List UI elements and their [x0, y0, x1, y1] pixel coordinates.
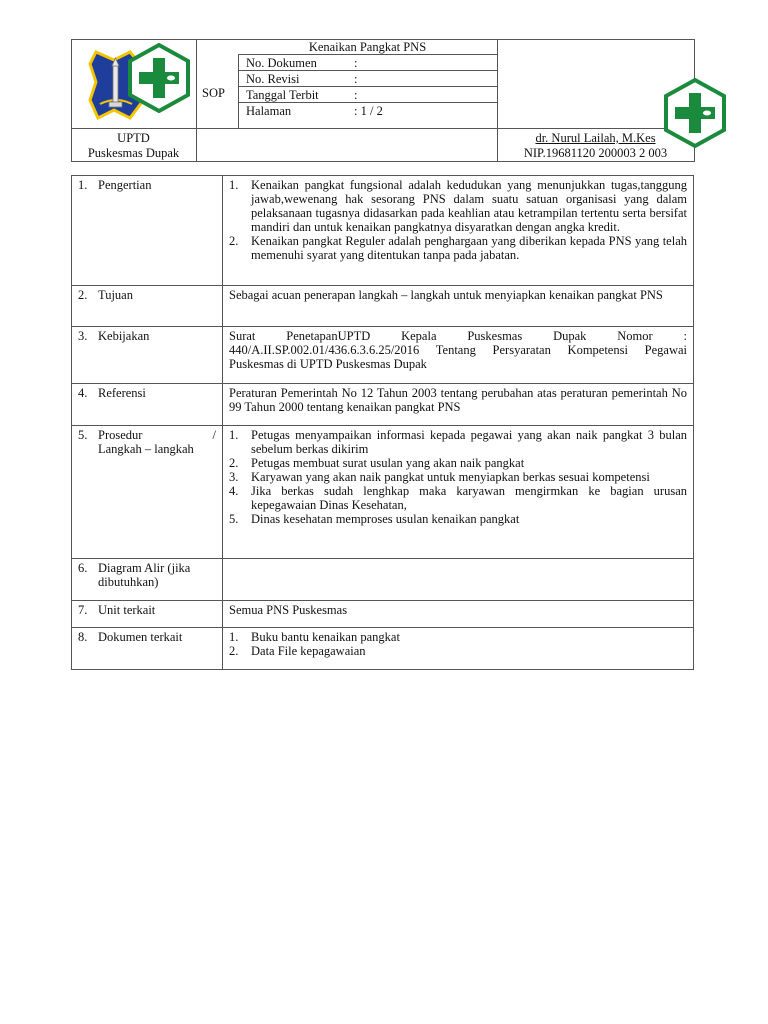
field-no-revisi-label: No. Revisi	[246, 72, 300, 86]
row-prosedur	[72, 426, 694, 559]
head-name: dr. Nurul Lailah, M.Kes	[535, 131, 656, 145]
row-number: 5.	[78, 428, 88, 442]
head-nip: NIP.19681120 200003 2 003	[523, 146, 668, 160]
sop-label: SOP	[202, 86, 225, 100]
sop-content-table	[71, 175, 694, 670]
row-kebijakan	[72, 327, 694, 384]
field-no-revisi-value: :	[354, 72, 358, 86]
list-item: 1. Buku bantu kenaikan pangkat	[229, 630, 400, 644]
row-referensi	[72, 384, 694, 426]
kebijakan-text: Surat PenetapanUPTD Kepala Puskesmas Dupak Nomor : 440/A.II.SP.002.01/436.6.3.6.25/2016 Tentang Persyaratan Kompetensi Pegawai Puskesmas di UPTD Puskesmas Dupak	[223, 327, 694, 384]
row-pengertian	[72, 176, 694, 286]
field-no-dokumen-label: No. Dokumen	[246, 56, 317, 70]
row-number: 6.	[78, 561, 88, 575]
row-number: 1.	[78, 178, 88, 192]
field-tanggal-terbit-label: Tanggal Terbit	[246, 88, 319, 102]
row-label-a: Prosedur	[98, 428, 143, 442]
row-label: Referensi	[98, 386, 146, 400]
document-title: Kenaikan Pangkat PNS	[308, 40, 427, 54]
list-item: 2. Data File kepagawaian	[229, 644, 366, 658]
row-label-slash: /	[212, 428, 216, 442]
row-diagram	[72, 559, 694, 601]
list-item: 4. Jika berkas sudah lenghkap maka karyawan mengirmkan ke bagian urusan kepegawaian Dinas Kesehatan,	[229, 484, 687, 512]
field-halaman-label: Halaman	[246, 104, 292, 118]
row-number: 3.	[78, 329, 88, 343]
row-number: 7.	[78, 603, 88, 617]
prosedur-list	[229, 428, 687, 526]
unit-text: Semua PNS Puskesmas	[223, 601, 694, 628]
row-number: 2.	[78, 288, 88, 302]
row-number: 8.	[78, 630, 88, 644]
row-label: Dokumen terkait	[98, 630, 183, 644]
row-tujuan	[72, 286, 694, 327]
row-dokumen	[72, 628, 694, 670]
row-number: 4.	[78, 386, 88, 400]
row-label: Kebijakan	[98, 329, 150, 343]
referensi-text: Peraturan Pemerintah No 12 Tahun 2003 tentang perubahan atas peraturan pemerintah No 99 Tahun 2000 tentang kenaikan pangkat PNS	[223, 384, 694, 426]
list-item: 3. Karyawan yang akan naik pangkat untuk menyiapkan berkas sesuai kompetensi	[229, 470, 650, 484]
field-no-dokumen-value: :	[354, 56, 358, 70]
org-line2: Puskesmas Dupak	[87, 146, 180, 160]
row-label-a: Diagram Alir (jika	[98, 561, 191, 575]
row-label: Pengertian	[98, 178, 152, 192]
row-label-b: Langkah – langkah	[98, 442, 194, 456]
list-item: 2. Kenaikan pangkat Reguler adalah penghargaan yang diberikan kepada PNS yang telah memenuhi syarat yang ditentukan tanpa pada jabatan.	[229, 234, 687, 262]
list-item: 1. Petugas menyampaikan informasi kepada pegawai yang akan naik pangkat 3 bulan sebelum berkas dikirim	[229, 428, 687, 456]
pengertian-list	[229, 178, 687, 262]
row-label: Tujuan	[98, 288, 133, 302]
field-tanggal-terbit-value: :	[354, 88, 358, 102]
field-halaman-value: : 1 / 2	[354, 104, 383, 118]
tujuan-text: Sebagai acuan penerapan langkah – langkah untuk menyiapkan kenaikan pangkat PNS	[223, 286, 694, 327]
row-unit	[72, 601, 694, 628]
org-line1: UPTD	[117, 131, 150, 145]
row-label: Unit terkait	[98, 603, 156, 617]
diagram-empty-cell	[223, 559, 694, 601]
list-item: 2. Petugas membuat surat usulan yang akan naik pangkat	[229, 456, 525, 470]
list-item: 1. Kenaikan pangkat fungsional adalah kedudukan yang menunjukkan tugas,tanggung jawab,wewenang hak sesorang PNS dalam suatu satuan organisasi yang dalam pelaksanaan tugasnya didasarkan pada keahlian atau ketrampilan tertentu serta bersifat mandiri dan untuk kenaikan pangkatnya disyaratkan dengan angka kredit.	[229, 178, 687, 234]
puskesmas-logo-icon	[124, 43, 194, 113]
row-label-b: dibutuhkan)	[98, 575, 159, 589]
list-item: 5. Dinas kesehatan memproses usulan kenaikan pangkat	[229, 512, 520, 526]
dokumen-list	[229, 630, 687, 658]
